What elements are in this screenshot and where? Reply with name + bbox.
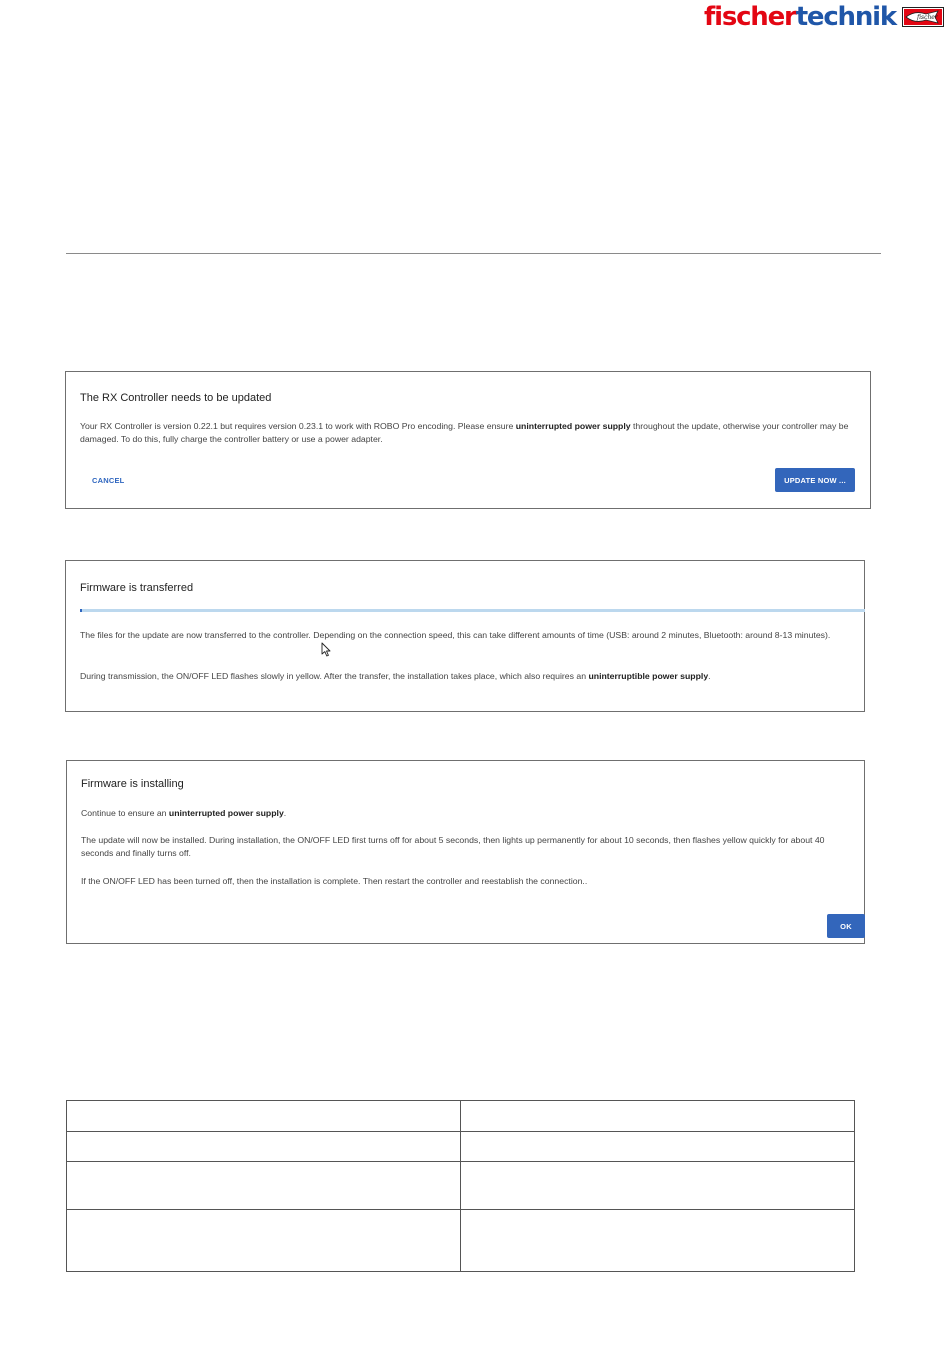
message-bold: uninterruptible power supply (588, 671, 709, 681)
message-bold: uninterrupted power supply (168, 808, 284, 818)
dialog-message: The files for the update are now transferred to the controller. Depending on the connection speed, this can take different amounts of time (USB: around 2 minutes, Bluetooth: around 8-13 minutes). (80, 630, 831, 640)
firmware-install-dialog (66, 760, 865, 944)
message-text: . (708, 671, 711, 681)
table-cell (461, 1101, 855, 1132)
table-row (67, 1162, 855, 1210)
mouse-cursor-icon (321, 642, 331, 657)
message-text: During transmission, the ON/OFF LED flashes slowly in yellow. After the transfer, the installation takes place, which also requires an (80, 671, 589, 681)
dialog-title: Firmware is installing (81, 778, 184, 790)
progress-fill (80, 609, 82, 612)
ok-button[interactable]: OK (827, 914, 865, 938)
dialog-message: The update will now be installed. During installation, the ON/OFF LED first turns off for about 5 seconds, then lights up permanently for about 10 seconds, then flashes yellow quickly for about 40 seconds and finally turns off. (81, 835, 825, 859)
table-cell (67, 1210, 461, 1272)
fischertechnik-logo (704, 4, 944, 30)
table-row (67, 1210, 855, 1272)
dialog-title: Firmware is transferred (80, 582, 194, 594)
message-text: Your RX Controller is version 0.22.1 but requires version 0.23.1 to work with ROBO Pro encoding. Please ensure (80, 421, 516, 431)
empty-table (66, 1100, 855, 1272)
transfer-progress-bar (80, 609, 865, 612)
fish-badge-icon (902, 7, 944, 27)
table-cell (461, 1162, 855, 1210)
message-text: throughout the update, otherwise your controller may be damaged. To do this, fully charge the controller battery or use a power adapter. (80, 421, 849, 445)
update-required-dialog (65, 371, 871, 509)
svg-text:fischer: fischer (917, 14, 938, 21)
firmware-transfer-dialog (65, 560, 865, 712)
dialog-message: If the ON/OFF LED has been turned off, then the installation is complete. Then restart the controller and reestablish the connection.. (81, 876, 588, 886)
dialog-message (80, 420, 858, 447)
dialog-message (80, 670, 862, 683)
update-now-button[interactable]: UPDATE NOW ... (775, 468, 855, 492)
table-row (67, 1101, 855, 1132)
table-cell (461, 1210, 855, 1272)
table-cell (461, 1132, 855, 1162)
message-bold: uninterrupted power supply (515, 421, 631, 431)
message-text: . (283, 808, 287, 818)
header-divider (66, 253, 881, 254)
table-cell (67, 1132, 461, 1162)
message-text: Continue to ensure an (81, 808, 169, 818)
table-row (67, 1132, 855, 1162)
logo-text-technik: technik (795, 2, 896, 32)
table-cell (67, 1162, 461, 1210)
dialog-message (81, 807, 853, 820)
logo-text-fischer: fischer (704, 2, 796, 32)
cancel-button[interactable]: CANCEL (92, 476, 125, 485)
table-cell (67, 1101, 461, 1132)
dialog-title: The RX Controller needs to be updated (80, 392, 272, 404)
